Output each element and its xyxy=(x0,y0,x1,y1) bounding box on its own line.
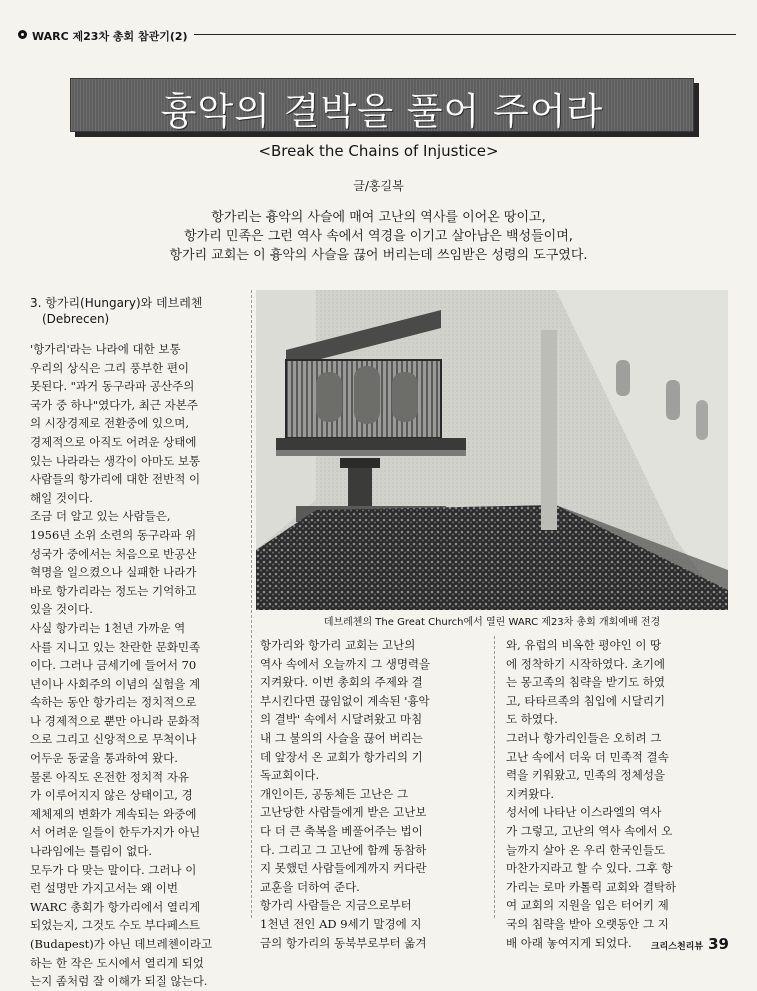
church-photo xyxy=(256,290,728,610)
text-line: 1956년 소위 소련의 동구라파 위 xyxy=(30,527,197,542)
text-line: 우리의 상식은 그리 풍부한 편이 xyxy=(30,360,190,375)
text-line: 1천년 전인 AD 9세기 말경에 지 xyxy=(260,916,422,931)
text-line: 그러나 항가리인들은 오히려 그 xyxy=(506,730,662,745)
text-line: 가 이루어지지 않은 상태이고, 경 xyxy=(30,788,193,803)
text-line: 모두가 다 맞는 말이다. 그러나 이 xyxy=(30,862,197,877)
text-line: 성서에 나타난 이스라엘의 역사 xyxy=(506,805,662,820)
text-line: 이다. 그러나 금세기에 들어서 70 xyxy=(30,658,197,673)
bullet-icon xyxy=(18,30,27,39)
text-line: 고, 타타르족의 침입에 시달리기 xyxy=(506,693,666,708)
text-line: 경제적으로 아직도 어려운 상태에 xyxy=(30,434,197,449)
text-line: 의 시장경제로 전환중에 있으며, xyxy=(30,416,190,431)
text-line: 사를 지니고 있는 찬란한 문화민족 xyxy=(30,639,201,654)
text-line: 못된다. "과거 동구라파 공산주의 xyxy=(30,379,195,394)
text-line: 되었는지, 그것도 수도 부다페스트 xyxy=(30,918,201,933)
text-line: 여 교회의 지원을 입은 터어키 제 xyxy=(506,898,669,913)
text-line: 성국가 중에서는 처음으로 반공산 xyxy=(30,546,197,561)
text-line: 는지 좀처럼 잘 이해가 되질 않는다. xyxy=(30,974,208,989)
text-line: 서 어려운 일들이 한두가지가 아닌 xyxy=(30,825,201,840)
text-line: 는 몽고족의 침략을 받기도 하였 xyxy=(506,675,666,690)
text-line: 도 하였다. xyxy=(506,712,558,727)
page-number: 39 xyxy=(708,935,729,953)
text-line: 지켜왔다. xyxy=(506,786,555,801)
text-line: 고난당한 사람들에게 받은 고난보 xyxy=(260,805,427,820)
text-line: 마찬가지라고 할 수 있다. 그후 항 xyxy=(506,861,673,876)
intro-line: 항가리 민족은 그런 역사 속에서 역경을 이기고 살아남은 백성들이며, xyxy=(184,229,573,244)
text-line: '항가리'라는 나라에 대한 보통 xyxy=(30,342,181,356)
section-heading-line: 3. 항가리(Hungary)와 데브레첸 xyxy=(30,296,203,310)
text-line: 의 결박' 속에서 시달려왔고 마침 xyxy=(260,712,423,727)
text-line: 지 못했던 사람들에게까지 커다란 xyxy=(260,861,427,876)
text-line: 년이나 사회주의 이념의 실험을 계 xyxy=(30,676,201,691)
text-line: 속하는 동안 항가리는 정치적으로 xyxy=(30,695,197,710)
text-line: 나 경제적으로 뿐만 아니라 문화적 xyxy=(30,713,201,728)
text-line: 조금 더 알고 있는 사람들은, xyxy=(30,509,171,524)
text-line: 다. 그리고 그 고난에 함께 동참하 xyxy=(260,842,427,857)
body-column-3 xyxy=(506,636,728,952)
text-line: 국의 침략을 받아 오랫동안 그 지 xyxy=(506,916,669,931)
photo-caption: 데브레첸의 The Great Church에서 열린 WARC 제23차 총회 개회예배 전경 xyxy=(323,617,661,628)
page-footer xyxy=(651,934,729,953)
text-line: 력을 키워왔고, 민족의 정체성을 xyxy=(506,768,666,783)
text-line: 사람들의 항가리에 대한 전반적 이 xyxy=(30,472,201,487)
text-line: 독교회이다. xyxy=(260,768,320,783)
text-line: 가리는 로마 카톨릭 교회와 결탁하 xyxy=(506,879,677,894)
text-line: 데 앞장서 온 교회가 항가리의 기 xyxy=(260,749,423,764)
column-divider xyxy=(494,636,495,918)
text-line: 나라임에는 틀림이 없다. xyxy=(30,844,153,859)
running-header xyxy=(18,28,736,42)
text-line: 고난 속에서 더욱 더 민족적 결속 xyxy=(506,749,669,764)
article-subtitle: <Break the Chains of Injustice> xyxy=(258,142,499,160)
intro-line: 항가리는 흉악의 사슬에 매여 고난의 역사를 이어온 땅이고, xyxy=(211,210,546,225)
text-line: 배 아래 놓여지게 되었다. xyxy=(506,935,632,950)
intro-lead xyxy=(60,208,697,265)
text-line: 에 정착하기 시작하였다. 초기에 xyxy=(506,656,666,671)
article-author: 글/홍길복 xyxy=(353,179,404,193)
text-line: 있는 나라라는 생각이 아마도 보통 xyxy=(30,453,201,468)
text-line: 사실 항가리는 1천년 가까운 역 xyxy=(30,620,186,635)
text-line: 으로 그리고 신앙적으로 무척이나 xyxy=(30,732,197,747)
header-rule xyxy=(194,34,736,35)
body-column-2 xyxy=(260,636,482,952)
column-divider xyxy=(251,290,252,918)
text-line: 제체제의 변화가 계속되는 와중에 xyxy=(30,806,197,821)
text-line: 교훈을 더하여 준다. xyxy=(260,879,360,894)
text-line: 국가 중 하나"였다가, 최근 자본주 xyxy=(30,397,198,412)
text-line: 어두운 동굴을 통과하여 왔다. xyxy=(30,751,178,766)
text-line: 런 설명만 가지고서는 왜 이번 xyxy=(30,881,178,896)
text-line: 바로 항가리라는 정도는 기억하고 xyxy=(30,583,197,598)
text-line: 있을 것이다. xyxy=(30,602,93,617)
text-line: 혁명을 일으켰으나 실패한 나라가 xyxy=(30,565,197,580)
article-title: 흉악의 결박을 풀어 주어라 xyxy=(160,90,604,133)
text-line: 하는 한 작은 도시에서 열리게 되었 xyxy=(30,955,204,970)
series-title: WARC 제23차 총회 참관기(2) xyxy=(32,30,188,43)
text-line: 와, 유럽의 비옥한 평야인 이 땅 xyxy=(506,638,662,652)
text-line: 가 그렇고, 고난의 역사 속에서 오 xyxy=(506,823,673,838)
intro-line: 항가리 교회는 이 흉악의 사슬을 끊어 버리는데 쓰임받은 성령의 도구였다. xyxy=(169,248,588,263)
text-line: 지켜왔다. 이번 총회의 주제와 결 xyxy=(260,675,423,690)
section-heading-line: (Debrecen) xyxy=(42,312,110,326)
section-heading xyxy=(30,295,245,327)
text-line: (Budapest)가 아닌 데브레첸이라고 xyxy=(30,937,213,951)
text-line: 내 그 불의의 사슬을 끊어 버리는 xyxy=(260,730,423,745)
text-line: 물론 아직도 온전한 정치적 자유 xyxy=(30,769,190,784)
text-line: 늘까지 살아 온 우리 한국인들도 xyxy=(506,842,666,857)
text-line: WARC 총회가 항가리에서 열리게 xyxy=(30,899,201,914)
body-column-1 xyxy=(30,340,245,991)
text-line: 금의 항가리의 동북부로부터 옮겨 xyxy=(260,935,427,950)
text-line: 다 더 큰 축복을 베풀어주는 법이 xyxy=(260,823,423,838)
text-line: 항가리와 항가리 교회는 고난의 xyxy=(260,638,416,652)
text-line: 항가리 사람들은 지금으로부터 xyxy=(260,898,412,913)
title-banner xyxy=(70,78,694,132)
text-line: 해일 것이다. xyxy=(30,490,93,505)
magazine-name: 크리스천리뷰 xyxy=(650,942,704,952)
text-line: 역사 속에서 오늘까지 그 생명력을 xyxy=(260,656,431,671)
text-line: 개인이든, 공동체든 고난은 그 xyxy=(260,786,408,801)
text-line: 부시킨다면 끊임없이 계속된 '흉악 xyxy=(260,693,430,708)
